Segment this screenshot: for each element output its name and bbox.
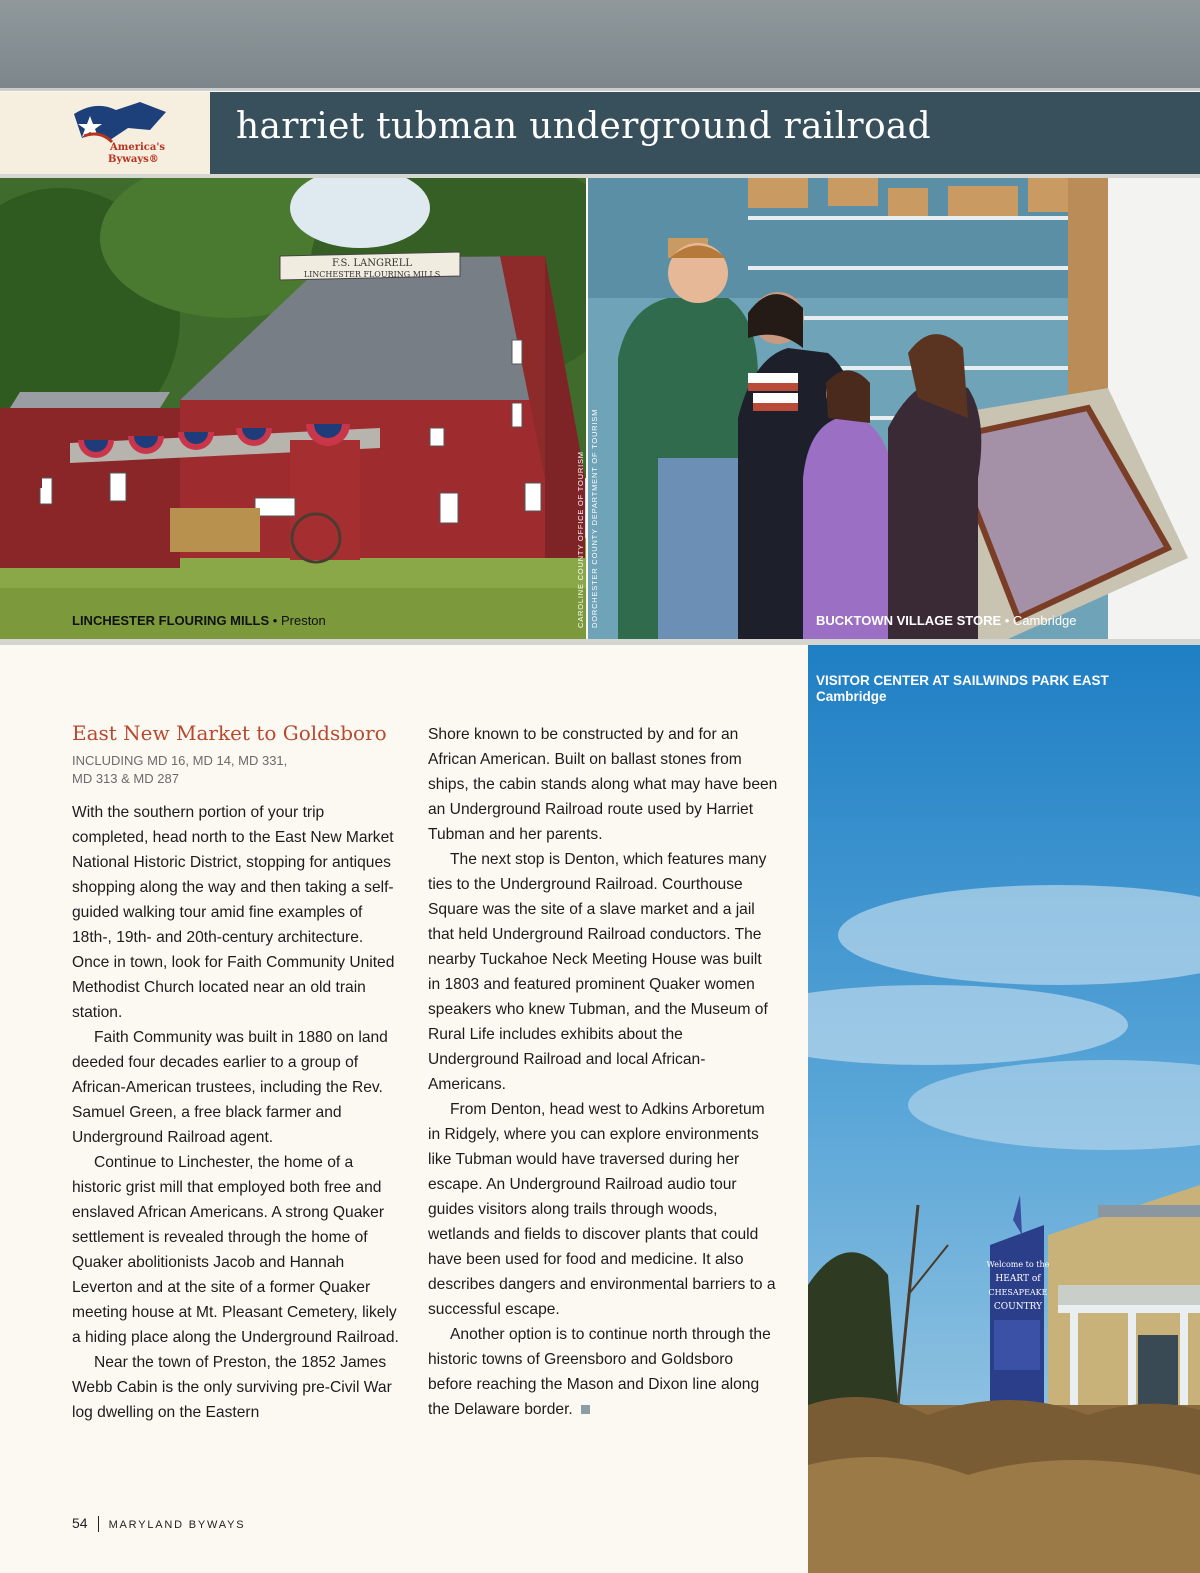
visitor-center-caption-line1: VISITOR CENTER AT SAILWINDS PARK EAST — [816, 673, 1109, 688]
logo-line1: America's — [110, 142, 166, 153]
top-banner — [0, 0, 1200, 88]
store-caption-town: • Cambridge — [1004, 613, 1077, 628]
paragraph: The next stop is Denton, which features many ties to the Underground Railroad. Courthouse Square was the site of a slave market and a jail that held Underground Railroad conductors. The nearby Tuckahoe Neck Meeting House was built in 1803 and featured prominent Quaker women speakers who knew Tubman, and the Museum of Rural Life includes exhibits about the Underground Railroad and local African-Americans. — [428, 851, 768, 1093]
paragraph: Shore known to be constructed by and for an African American. Built on ballast stones from ships, the cabin stands along what may have been an Underground Railroad route used by Harriet Tubman and her parents. — [428, 726, 778, 843]
logo-line2: Byways® — [108, 154, 159, 165]
board-line2: HEART of — [995, 1274, 1041, 1284]
store-caption — [816, 613, 1077, 628]
visitor-center-photo — [808, 645, 1200, 1573]
article-subtitle — [72, 752, 402, 788]
board-line4: COUNTRY — [993, 1302, 1043, 1312]
mill-caption — [72, 613, 326, 628]
photo-credit-dorchester: DORCHESTER COUNTY DEPARTMENT OF TOURISM — [590, 408, 599, 628]
article-column-right — [428, 722, 778, 1422]
mill-caption-place: LINCHESTER FLOURING MILLS — [72, 613, 270, 628]
visitor-center-caption — [816, 673, 1109, 705]
board-line1: Welcome to the — [986, 1260, 1050, 1269]
end-mark-icon — [581, 1405, 590, 1414]
americas-byways-logo — [0, 92, 210, 174]
visitor-center-caption-line2: Cambridge — [816, 689, 887, 704]
paragraph: Near the town of Preston, the 1852 James Webb Cabin is the only surviving pre-Civil War log dwelling on the Eastern — [72, 1354, 392, 1421]
store-photo — [588, 178, 1200, 639]
mill-sign-line2: LINCHESTER FLOURING MILLS — [303, 270, 441, 279]
page-title: harriet tubman underground railroad — [236, 106, 932, 147]
publication-name: MARYLAND BYWAYS — [108, 1519, 246, 1531]
article-subtitle-line1: INCLUDING MD 16, MD 14, MD 331, — [72, 753, 288, 768]
footer-divider — [98, 1516, 99, 1532]
article-subtitle-line2: MD 313 & MD 287 — [72, 771, 179, 786]
mill-photo — [0, 178, 586, 639]
paragraph-last-text: Another option is to continue north through the historic towns of Greensboro and Goldsboro before reaching the Mason and Dixon line along the Delaware border. — [428, 1326, 771, 1418]
paragraph: Continue to Linchester, the home of a historic grist mill that employed both free and enslaved African Americans. A strong Quaker settlement is revealed through the home of Quaker abolitionists Jacob and Hannah Leverton and at the site of a former Quaker meeting house at Mt. Pleasant Cemetery, likely a hiding place along the Underground Railroad. — [72, 1154, 399, 1346]
store-caption-place: BUCKTOWN VILLAGE STORE — [816, 613, 1002, 628]
page-header — [0, 92, 1200, 174]
mill-sign-line1: F.S. LANGRELL — [331, 258, 413, 269]
mill-caption-town: • Preston — [272, 613, 326, 628]
article-title: East New Market to Goldsboro — [72, 721, 387, 745]
paragraph: With the southern portion of your trip completed, head north to the East New Market National Historic District, stopping for antiques shopping along the way and then taking a self-guided walking tour amid fine examples of 18th-, 19th- and 20th-century architecture. Once in town, look for Faith Community United Methodist Church located near an old train station. — [72, 804, 395, 1021]
photo-credit-caroline: CAROLINE COUNTY OFFICE OF TOURISM — [576, 451, 585, 628]
page-footer — [72, 1515, 245, 1532]
flag-icon — [0, 92, 210, 174]
article-column-left — [72, 720, 402, 1425]
paragraph: From Denton, head west to Adkins Arboretum in Ridgely, where you can explore environments like Tubman would have traversed during her escape. An Underground Railroad audio tour guides visitors along trails through woods, wetlands and fields to discover plants that could have been used for food and medicine. It also describes dangers and environmental barriers to a successful escape. — [428, 1101, 776, 1318]
paragraph-last — [428, 1322, 778, 1422]
board-line3: CHESAPEAKE — [988, 1288, 1048, 1297]
paragraph: Faith Community was built in 1880 on land deeded four decades earlier to a group of African-American trustees, including the Rev. Samuel Green, a free black farmer and Underground Railroad agent. — [72, 1029, 388, 1146]
title-bar — [210, 92, 1200, 174]
page-number: 54 — [72, 1515, 88, 1531]
